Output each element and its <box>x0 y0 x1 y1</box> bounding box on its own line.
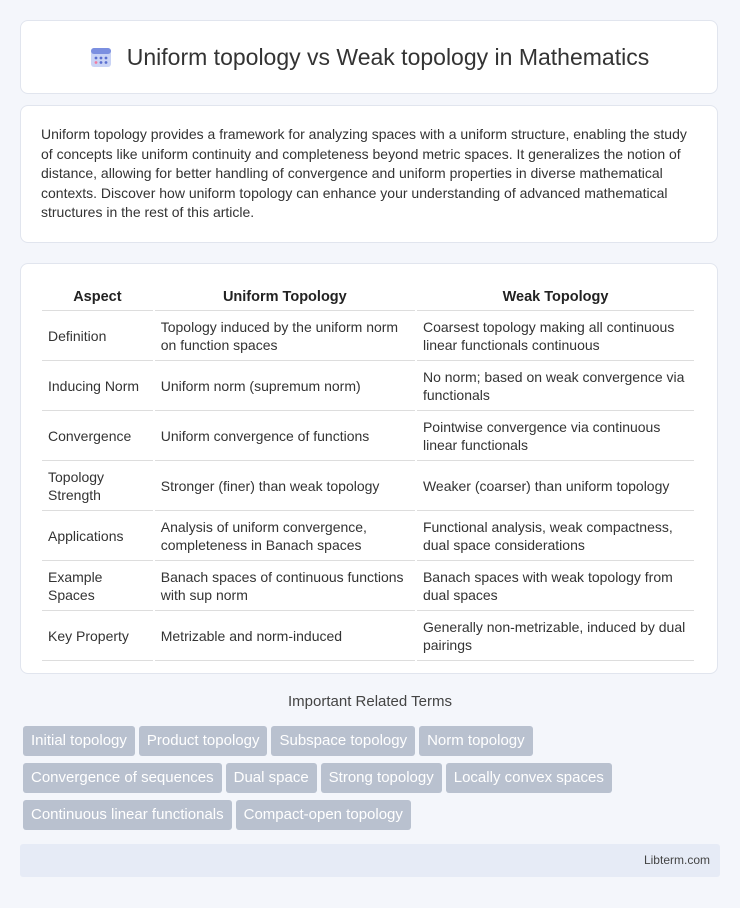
header-aspect: Aspect <box>42 284 153 311</box>
intro-card <box>20 105 718 243</box>
table-cell: Example Spaces <box>42 561 153 611</box>
intro-text: Uniform topology provides a framework for analyzing spaces with a uniform structure, enabling the study of concepts like uniform continuity and completeness beyond metric spaces. It generalizes the notion of distance, allowing for better handling of convergence and uniform properties in diverse mathematical contexts. Discover how uniform topology can enhance your understanding of advanced mathematical structures in the rest of this article. <box>41 126 687 221</box>
table-cell: Definition <box>42 311 153 361</box>
related-term-tag[interactable]: Product topology <box>139 726 268 756</box>
table-row <box>42 561 694 611</box>
related-term-tag[interactable]: Strong topology <box>321 763 442 793</box>
table-row <box>42 611 694 661</box>
table-cell: Inducing Norm <box>42 361 153 411</box>
related-term-tag[interactable]: Convergence of sequences <box>23 763 222 793</box>
table-cell: Topology Strength <box>42 461 153 511</box>
table-row <box>42 461 694 511</box>
related-term-tag[interactable]: Subspace topology <box>271 726 415 756</box>
table-cell: Banach spaces of continuous functions with sup norm <box>155 561 415 611</box>
table-header-row <box>42 284 694 311</box>
table-cell: Coarsest topology making all continuous linear functionals continuous <box>417 311 694 361</box>
table-cell: Applications <box>42 511 153 561</box>
table-cell: No norm; based on weak convergence via functionals <box>417 361 694 411</box>
related-term-tag[interactable]: Dual space <box>226 763 317 793</box>
title-card <box>20 20 718 94</box>
table-cell: Uniform norm (supremum norm) <box>155 361 415 411</box>
table-cell: Banach spaces with weak topology from dual spaces <box>417 561 694 611</box>
footer-brand[interactable]: Libterm.com <box>643 853 710 867</box>
table-row <box>42 311 694 361</box>
footer <box>20 844 720 877</box>
table-row <box>42 361 694 411</box>
table-cell: Analysis of uniform convergence, completeness in Banach spaces <box>155 511 415 561</box>
table-cell: Convergence <box>42 411 153 461</box>
table-cell: Uniform convergence of functions <box>155 411 415 461</box>
related-term-tag[interactable]: Norm topology <box>419 726 533 756</box>
table-row <box>42 511 694 561</box>
related-term-tag[interactable]: Locally convex spaces <box>446 763 612 793</box>
table-cell: Pointwise convergence via continuous linear functionals <box>417 411 694 461</box>
table-cell: Key Property <box>42 611 153 661</box>
table-row <box>42 411 694 461</box>
related-term-tag[interactable]: Compact-open topology <box>236 800 411 830</box>
calendar-grid-icon <box>89 45 113 69</box>
related-term-tag[interactable]: Initial topology <box>23 726 135 756</box>
page-title: Uniform topology vs Weak topology in Mathematics <box>126 43 650 70</box>
related-terms-list <box>23 726 723 837</box>
header-weak: Weak Topology <box>417 284 694 311</box>
table-cell: Weaker (coarser) than uniform topology <box>417 461 694 511</box>
related-terms-heading: Important Related Terms <box>288 693 452 710</box>
comparison-card <box>20 263 718 674</box>
table-cell: Metrizable and norm-induced <box>155 611 415 661</box>
table-cell: Generally non-metrizable, induced by dual pairings <box>417 611 694 661</box>
header-uniform: Uniform Topology <box>155 284 415 311</box>
comparison-table <box>40 284 696 661</box>
related-term-tag[interactable]: Continuous linear functionals <box>23 800 232 830</box>
table-cell: Topology induced by the uniform norm on function spaces <box>155 311 415 361</box>
table-cell: Functional analysis, weak compactness, dual space considerations <box>417 511 694 561</box>
table-cell: Stronger (finer) than weak topology <box>155 461 415 511</box>
